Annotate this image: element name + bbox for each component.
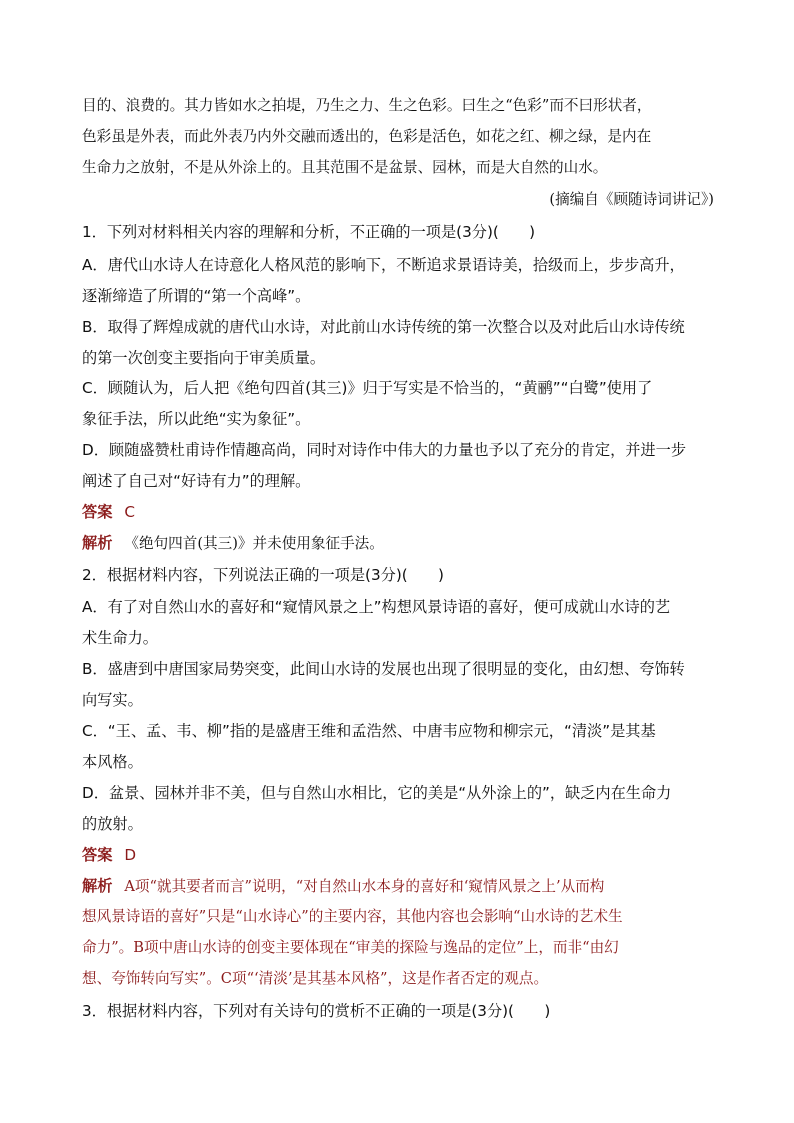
q2-analysis	[82, 876, 714, 897]
q2-option-c: C．“王、孟、韦、柳”指的是盛唐王维和孟浩然、中唐韦应物和柳宗元，“清淡”是其基	[82, 722, 656, 740]
passage-line: 生命力之放射，不是从外涂上的。且其范围不是盆景、园林，而是大自然的山水。	[82, 159, 608, 176]
answer-label: 答案	[82, 503, 113, 521]
q1-option-b-cont: 的第一次创变主要指向于审美质量。	[82, 349, 325, 367]
passage-line: 目的、浪费的。其力皆如水之拍堤，乃生之力、生之色彩。曰生之“色彩”而不曰形状者，	[82, 97, 652, 114]
answer-value: D	[124, 846, 137, 864]
q2-analysis-line: 想风景诗语的喜好”只是“山水诗心”的主要内容，其他内容也会影响“山水诗的艺术生	[82, 908, 623, 925]
q2-answer	[82, 845, 714, 865]
q2-analysis-line: 命力”。B项中唐山水诗的创变主要体现在“审美的探险与逸品的定位”上，而非“由幻	[82, 939, 619, 956]
question-3-stem: 3．根据材料内容，下列对有关诗句的赏析不正确的一项是(3分)( )	[82, 1002, 551, 1020]
q2-option-b: B．盛唐到中唐国家局势突变，此间山水诗的发展也出现了很明显的变化，由幻想、夸饰转	[82, 660, 685, 678]
q1-option-c-cont: 象征手法，所以此绝“实为象征”。	[82, 410, 311, 428]
q2-option-a-cont: 术生命力。	[82, 629, 158, 647]
analysis-label: 解析	[82, 534, 113, 552]
answer-value: C	[124, 503, 135, 521]
q1-analysis	[82, 533, 714, 554]
analysis-text: 《绝句四首(其三)》并未使用象征手法。	[124, 535, 384, 552]
q1-option-b: B．取得了辉煌成就的唐代山水诗，对此前山水诗传统的第一次整合以及对此后山水诗传统	[82, 318, 685, 336]
passage-source: (摘编自《顾随诗词讲记》)	[549, 191, 714, 208]
analysis-text: A项“就其要者而言”说明，“对自然山水本身的喜好和‘窥情风景之上’从而构	[124, 878, 605, 895]
q2-option-c-cont: 本风格。	[82, 753, 143, 771]
q2-analysis-line: 想、夸饰转向写实”。C项“‘清淡’是其基本风格”，这是作者否定的观点。	[82, 970, 549, 987]
q1-option-c: C．顾随认为，后人把《绝句四首(其三)》归于写实是不恰当的，“黄鹂”“白鹭”使用了	[82, 379, 653, 397]
q2-option-a: A．有了对自然山水的喜好和“窥情风景之上”构想风景诗语的喜好，便可成就山水诗的艺	[82, 598, 671, 616]
q1-answer	[82, 502, 714, 522]
q1-option-a-cont: 逐渐缔造了所谓的“第一个高峰”。	[82, 287, 311, 305]
passage-line: 色彩虽是外表，而此外表乃内外交融而透出的，色彩是活色，如花之红、柳之绿，是内在	[82, 128, 652, 145]
q1-option-a: A．唐代山水诗人在诗意化人格风范的影响下，不断追求景语诗美，拾级而上，步步高升，	[82, 256, 685, 274]
question-2-stem: 2．根据材料内容，下列说法正确的一项是(3分)( )	[82, 566, 444, 584]
q2-option-d: D．盆景、园林并非不美，但与自然山水相比，它的美是“从外涂上的”，缺乏内在生命力	[82, 784, 672, 802]
q1-option-d: D．顾随盛赞杜甫诗作情趣高尚，同时对诗作中伟大的力量也予以了充分的肯定，并进一步	[82, 441, 687, 459]
answer-label: 答案	[82, 846, 113, 864]
q1-option-d-cont: 阐述了自己对“好诗有力”的理解。	[82, 472, 311, 490]
q2-option-d-cont: 的放射。	[82, 815, 143, 833]
q2-option-b-cont: 向写实。	[82, 691, 143, 709]
question-1-stem: 1．下列对材料相关内容的理解和分析，不正确的一项是(3分)( )	[82, 223, 536, 241]
analysis-label: 解析	[82, 877, 113, 895]
